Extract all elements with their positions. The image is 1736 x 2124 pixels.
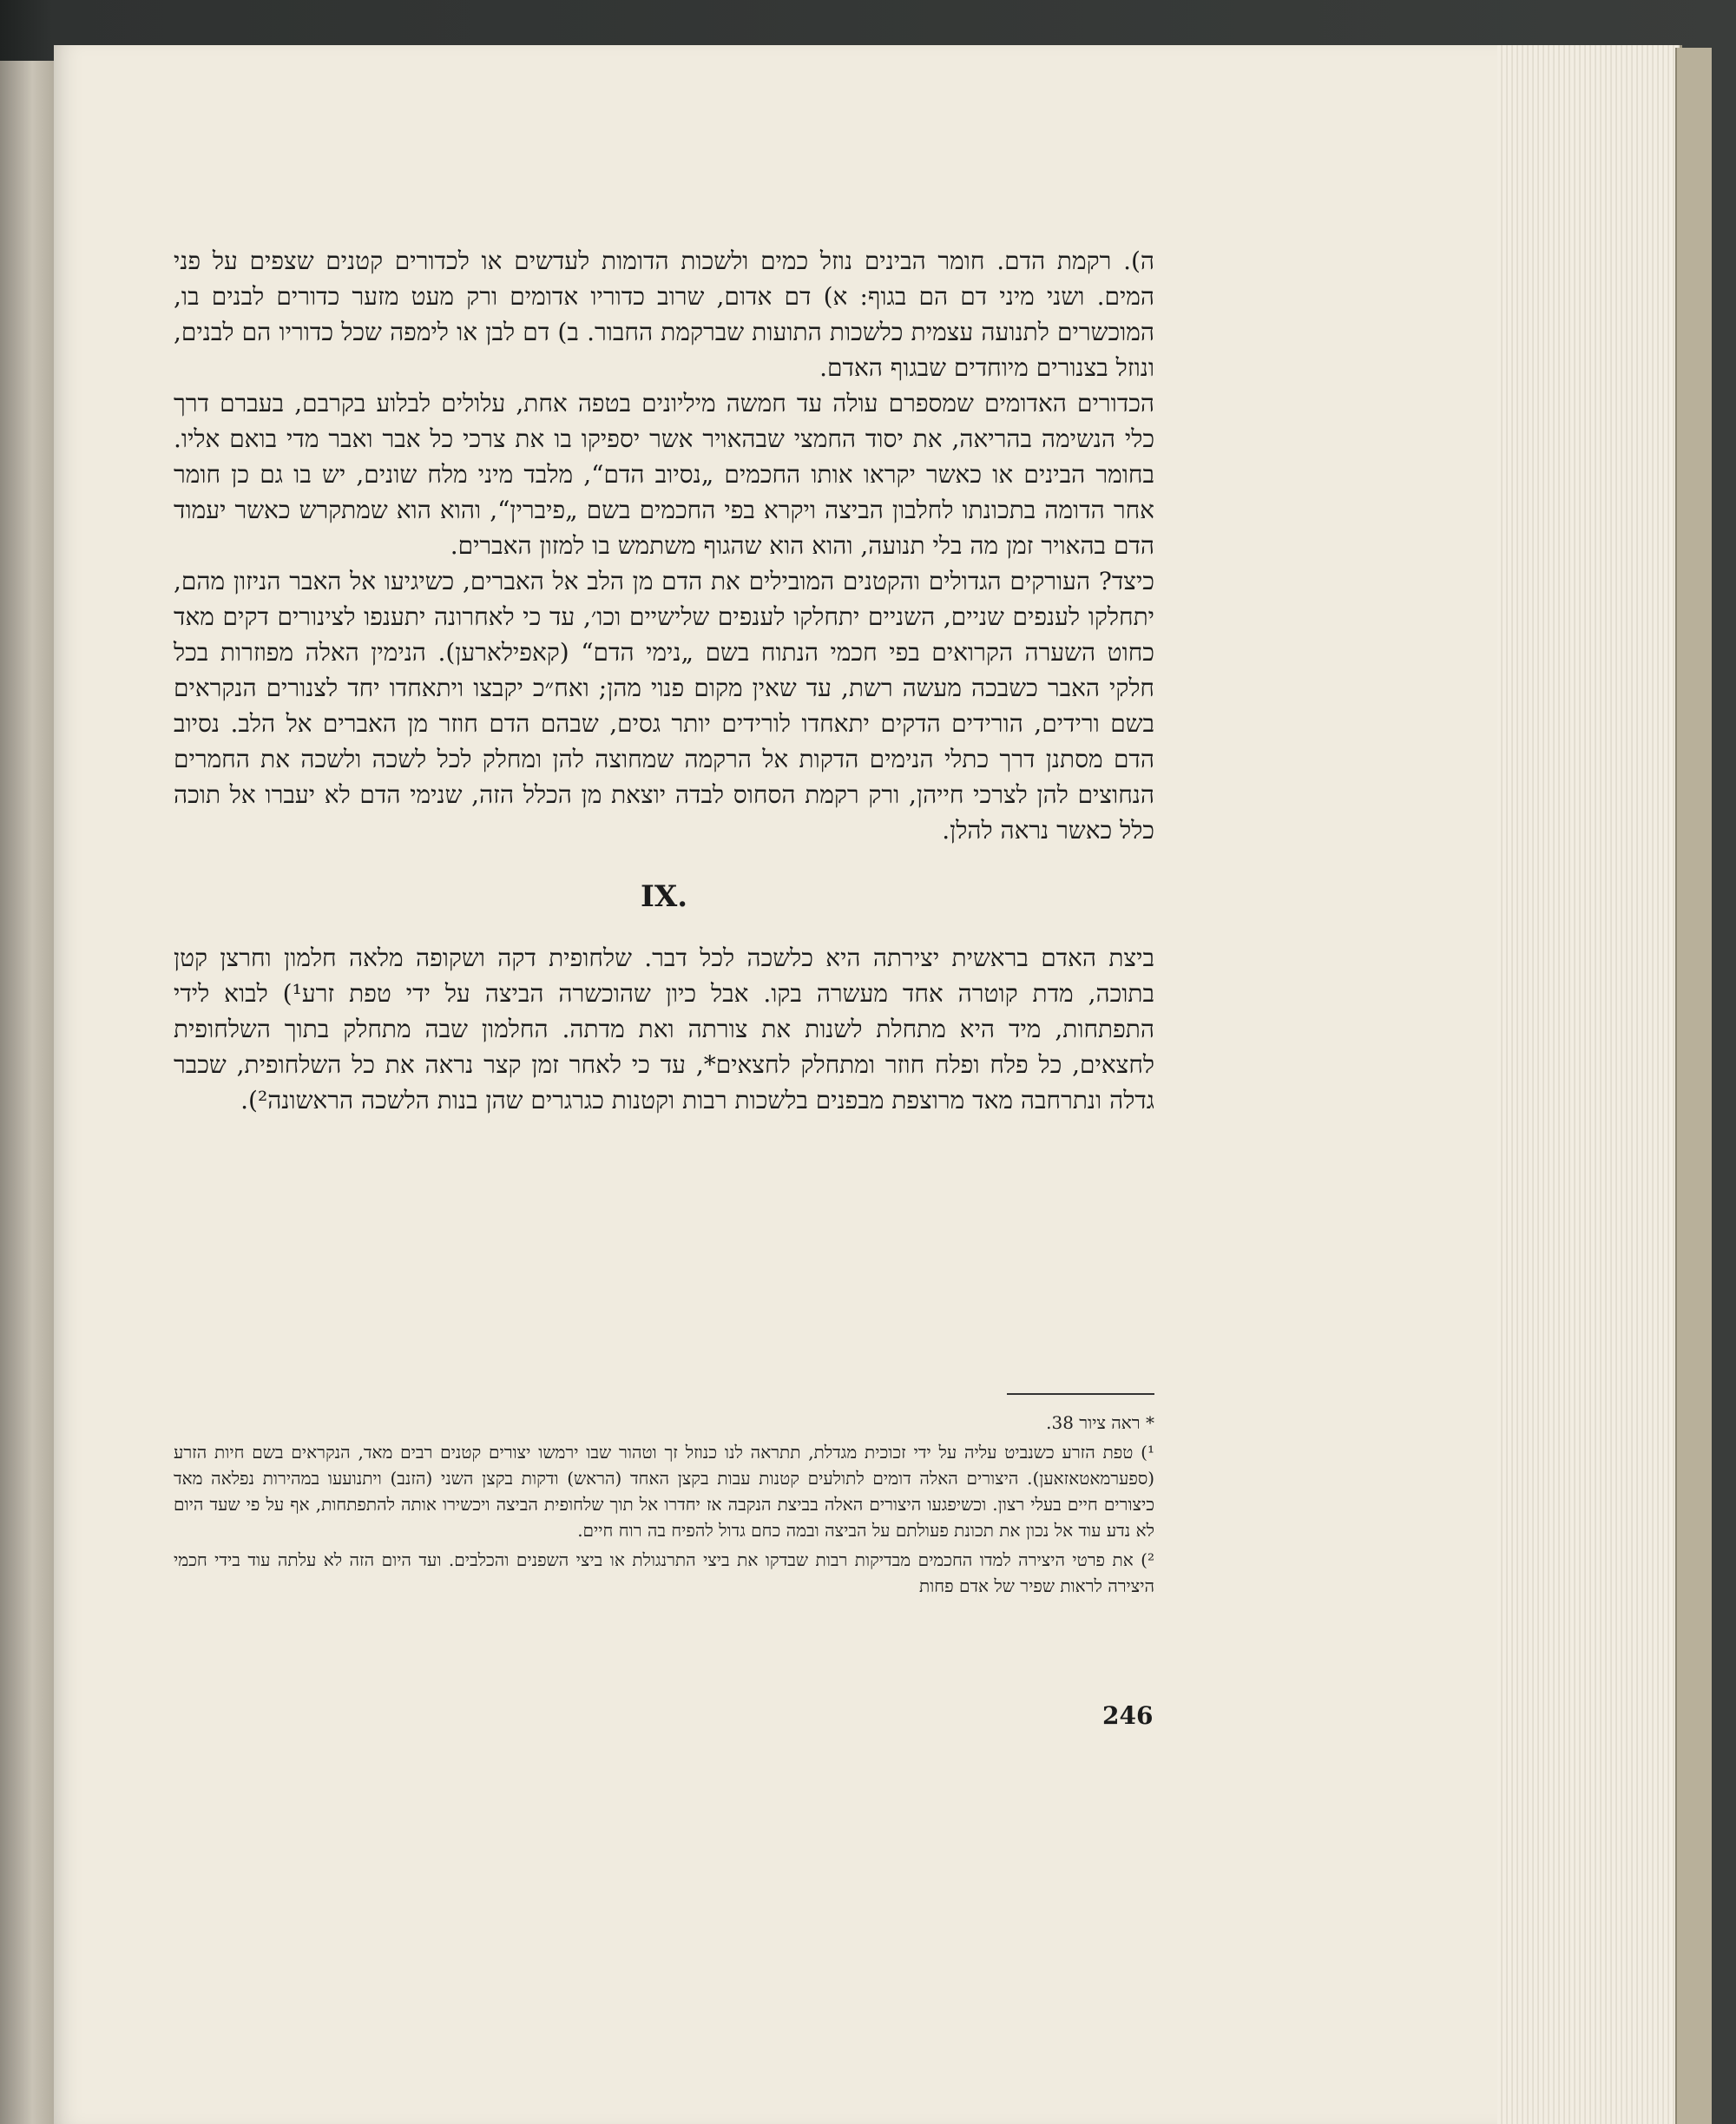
footnote-2: ²) את פרטי היצירה למדו החכמים מבדיקות רבות שבדקו את ביצי התרנגולת או ביצי השפנים והכלבים. ועד היום הזה לא עלתה עוד בידי חכמי היצירה לראות שפיר של אדם פחות (174, 1549, 1154, 1596)
page-number: 246 (1102, 1701, 1154, 1730)
footnotes (174, 1406, 1154, 1599)
page-edges (1497, 45, 1682, 2124)
footnote-divider (1007, 1393, 1154, 1395)
footnote-star: * ראה ציור 38. (1046, 1412, 1154, 1433)
paragraph-blood-tissue: ה). רקמת הדם. חומר הבינים נוזל כמים ולשכות הדומות לעדשים או לכדורים קטנים שצפים על פני המים. ושני מיני דם הם בגוף: א) דם אדום, שרוב כדוריו אדומים ורק מעט מזער כדורים לבנים בו, המוכשרים לתנועה עצמית כלשכות התועות שברקמת החבור. ב) דם לבן או לימפה שכל כדוריו הם לבנים, ונוזל בצנורים מיוחדים שבגוף האדם. (174, 247, 1154, 382)
footnote-1: ¹) טפת הזרע כשנביט עליה על ידי זכוכית מגדלת, תתראה לנו כנוזל זך וטהור שבו ירמשו יצורים קטנים רבים מאד, הנקראים בשם חיות הזרע (ספערמאטאזאען). היצורים האלה דומים לתולעים קטנות עבות בקצן האחד (הראש) ודקות בקצן השני (הזנב) ויתנועעו במהירות נפלאה מאד כיצורים חיים בעלי רצון. וכשיפגעו היצורים האלה בביצת הנקבה אז יחדרו אל תוך שלחופית הביצה ויכשירו אותה להתפתחות, אף על פי שעד היום לא נדע עוד אל נכון את תכונת פעולתם על הביצה ובמה כחם גדול להפיח בה רוח חיים. (174, 1442, 1154, 1541)
paragraph-capillaries: כיצד? העורקים הגדולים והקטנים המובילים את הדם מן הלב אל האברים, כשיגיעו אל האבר הניזון מהם, יתחלקו לענפים שניים, השניים יתחלקו לענפים שלישיים וכו׳, עד כי לאחרונה יתענפו לצינורים דקים מאד כחוט השערה הקרואים בפי חכמי הנתוח בשם „נימי הדם“ (קאפילארען). הנימין האלה מפוזרות בכל חלקי האבר כשבכה מעשה רשת, עד שאין מקום פנוי מהן; ואח״כ יקבצו ויתאחדו יחד לצנורים הנקראים בשם ורידים, הורידים הדקים יתאחדו לורידים יותר גסים, שבהם הדם חוזר מן האברים אל הלב. נסיוב הדם מסתנן דרך כתלי הנימים הדקות אל הרקמה שמחוצה להן ומחלק לכל לשכה ולשכה את החמרים הנחוצים להן לצרכי חייהן, ורק רקמת הסחוס לבדה יוצאת מן הכלל הזה, שנימי הדם לא יעברו אל תוכה כלל כאשר נראה להלן. (174, 567, 1154, 845)
book-cover-edge (1675, 48, 1712, 2124)
paragraph-red-cells: הכדורים האדומים שמספרם עולה עד חמשה מיליונים בטפה אחת, עלולים לבלוע בקרבם, בעברם דרך כלי הנשימה בהריאה, את יסוד החמצי שבהאויר אשר יספיקו בו את צרכי כל אבר ואבר מדי בואם אליו. בחומר הבינים או כאשר יקראו אותו החכמים „נסיוב הדם“, מלבד מיני מלח שונים, יש בו גם כן חומר אחר הדומה בתכונתו לחלבון הביצה ויקרא בפי החכמים בשם „פיברין“, והוא הוא שמתקרש כאשר יעמוד הדם בהאויר זמן מה בלי תנועה, והוא הוא שהגוף משתמש בו למזון האברים. (174, 389, 1154, 560)
main-text (174, 243, 1154, 1118)
paragraph-human-egg: ביצת האדם בראשית יצירתה היא כלשכה לכל דבר. שלחופית דקה ושקופה מלאה חלמון וחרצן קטן בתוכה, מדת קוטרה אחד מעשרה בקו. אבל כיון שהוכשרה הביצה על ידי טפת זרע¹) לבוא לידי התפתחות, מיד היא מתחלת לשנות את צורתה ואת מדתה. החלמון שבה מתחלק בתוך השלחופית לחצאים, כל פלח ופלח חוזר ומתחלק לחצאים*, עד כי לאחר זמן קצר נראה את כל השלחופית, שכבר גדלה ונתרחבה מאד מרוצפת מבפנים בלשכות רבות וקטנות כגרגרים שהן בנות הלשכה הראשונה²). (174, 944, 1154, 1115)
left-page-edge (0, 61, 54, 2124)
section-heading: IX. (640, 879, 688, 914)
